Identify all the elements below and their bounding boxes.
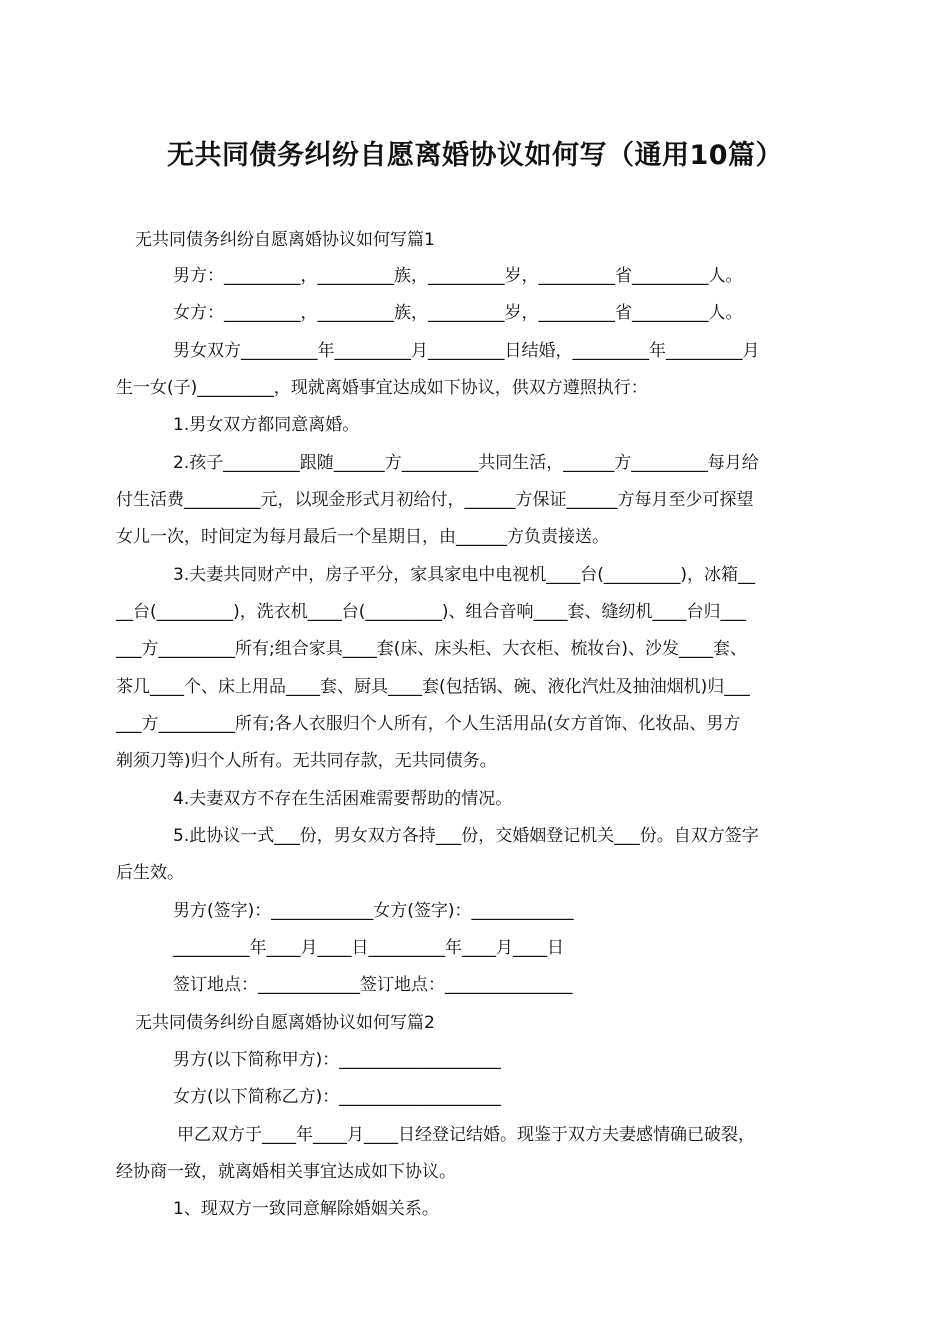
paragraph-line: 5.此协议一式___份，男女双方各持___份，交婚姻登记机关___份。自双方签字 (173, 826, 759, 846)
paragraph-line: 女儿一次，时间定为每月最后一个星期日，由______方负责接送。 (116, 527, 609, 547)
paragraph-line: 茶几____个、床上用品____套、厨具____套(包括锅、碗、液化汽灶及抽油烟机)归___ (116, 677, 750, 697)
paragraph-line: 生一女(子)_________，现就离婚事宜达成如下协议，供双方遵照执行： (116, 378, 648, 398)
paragraph-line: 经协商一致，就离婚相关事宜达成如下协议。 (116, 1162, 456, 1182)
paragraph-line: 男方：_________，_________族，_________岁，_________省_________人。 (173, 266, 743, 286)
paragraph-line: 2.孩子_________跟随______方_________共同生活，______方_________每月给 (173, 453, 759, 473)
paragraph-line: 甲乙双方于____年____月____日经登记结婚。现鉴于双方夫妻感情确已破裂， (177, 1125, 755, 1145)
paragraph-line: 后生效。 (116, 863, 184, 883)
paragraph-line: 1.男女双方都同意离婚。 (173, 415, 360, 435)
paragraph-line: __台(_________)，洗衣机____台(_________)、组合音响____套、缝纫机____台归___ (116, 602, 747, 622)
location-line: 签订地点：____________签订地点：_______________ (173, 975, 573, 995)
paragraph-line: 付生活费_________元，以现金形式月初给付，______方保证______方每月至少可探望 (116, 490, 754, 510)
paragraph-line: 4.夫妻双方不存在生活困难需要帮助的情况。 (173, 789, 513, 809)
section-heading-1: 无共同债务纠纷自愿离婚协议如何写篇1 (135, 230, 435, 250)
paragraph-line: 男女双方_________年_________月_________日结婚，_________年_________月 (173, 341, 760, 361)
paragraph-line: 剃须刀等)归个人所有。无共同存款，无共同债务。 (116, 751, 497, 771)
paragraph-line: 女方(以下简称乙方)：___________________ (173, 1087, 501, 1107)
date-line: _________年____月____日_________年____月____日 (173, 938, 564, 958)
signature-line: 男方(签字)：____________女方(签字)：____________ (173, 901, 574, 921)
paragraph-line: 1、现双方一致同意解除婚姻关系。 (173, 1199, 439, 1219)
paragraph-line: 男方(以下简称甲方)：___________________ (173, 1050, 501, 1070)
section-heading-2: 无共同债务纠纷自愿离婚协议如何写篇2 (135, 1013, 435, 1033)
paragraph-line: 女方：_________，_________族，_________岁，_________省_________人。 (173, 303, 743, 323)
paragraph-line: 3.夫妻共同财产中，房子平分，家具家电中电视机____台(_________)，冰箱__ (173, 565, 755, 585)
document-title: 无共同债务纠纷自愿离婚协议如何写（通用10篇） (166, 140, 784, 171)
paragraph-line: ___方_________所有;各人衣服归个人所有，个人生活用品(女方首饰、化妆品、男方 (116, 714, 741, 734)
paragraph-line: ___方_________所有;组合家具____套(床、床头柜、大衣柜、梳妆台)、沙发____套、 (116, 639, 747, 659)
